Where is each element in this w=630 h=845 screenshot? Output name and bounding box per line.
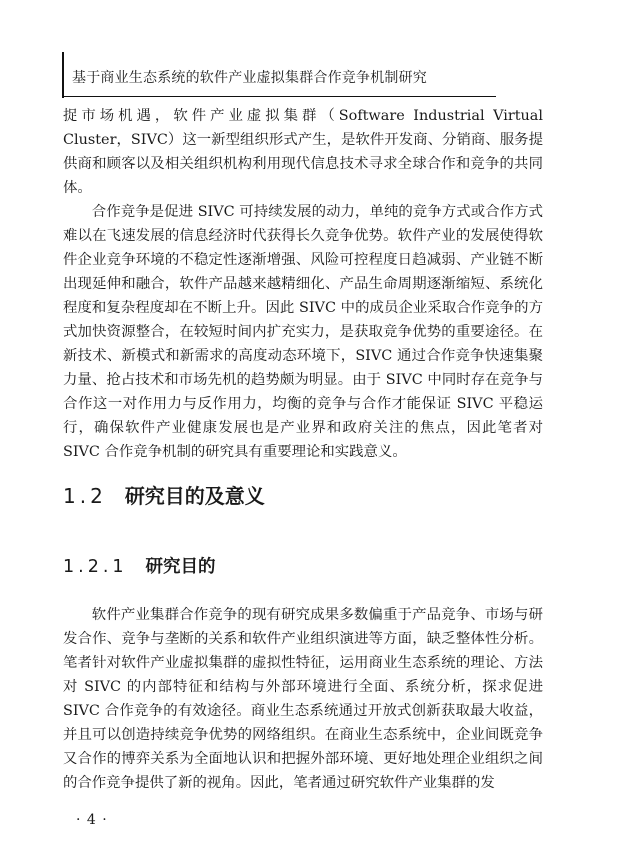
section-number: 1.2 <box>63 484 107 508</box>
subsection-number: 1.2.1 <box>63 557 128 577</box>
body-text-bottom <box>63 603 543 795</box>
paragraph-continuation: 捉市场机遇，软件产业虚拟集群（Software Industrial Virtual Cluster，SIVC）这一新型组织形式产生，是软件开发商、分销商、服务提供商和顾客以及相关组织机构利用现代信息技术寻求全球合作和竞争的共同体。 <box>63 108 543 196</box>
section-title: 研究目的及意义 <box>124 484 265 508</box>
subsection-heading <box>63 553 216 578</box>
paragraph-cooperative-competition: 合作竞争是促进 SIVC 可持续发展的动力，单纯的竞争方式或合作方式难以在飞速发展的信息经济时代获得长久竞争优势。软件产业的发展使得软件企业竞争环境的不稳定性逐渐增强、风险可控程度日趋减弱、产业链不断出现延伸和融合，软件产品越来越精细化、产品生命周期逐渐缩短、系统化程度和复杂程度却在不断上升。因此 SIVC 中的成员企业采取合作竞争的方式加快资源整合，在较短时间内扩充实力，是获取竞争优势的重要途径。在新技术、新模式和新需求的高度动态环境下，SIVC 通过合作竞争快速集聚力量、抢占技术和市场先机的趋势颇为明显。由于 SIVC 中同时存在竞争与合作这一对作用力与反作用力，均衡的竞争与合作才能保证 SIVC 平稳运行，确保软件产业健康发展也是产业界和政府关注的焦点，因此笔者对 SIVC 合作竞争机制的研究具有重要理论和实践意义。 <box>63 204 543 460</box>
running-head: 基于商业生态系统的软件产业虚拟集群合作竞争机制研究 <box>72 70 427 86</box>
page-number: · 4 · <box>76 812 108 828</box>
paragraph-research-purpose: 软件产业集群合作竞争的现有研究成果多数偏重于产品竞争、市场与研发合作、竞争与垄断的关系和软件产业组织演进等方面，缺乏整体性分析。笔者针对软件产业虚拟集群的虚拟性特征，运用商业生态系统的理论、方法对 SIVC 的内部特征和结构与外部环境进行全面、系统分析，探求促进 SIVC 合作竞争的有效途径。商业生态系统通过开放式创新获取最大收益，并且可以创造持续竞争优势的网络组织。在商业生态系统中，企业间既竞争又合作的博弈关系为全面地认识和把握外部环境、更好地处理企业组织之间的合作竞争提供了新的视角。因此，笔者通过研究软件产业集群的发 <box>63 607 543 791</box>
section-heading <box>63 480 265 509</box>
subsection-title: 研究目的 <box>145 557 216 577</box>
header-horizontal-rule <box>62 96 496 97</box>
header-vertical-rule <box>62 52 64 98</box>
body-text-top <box>63 104 543 464</box>
